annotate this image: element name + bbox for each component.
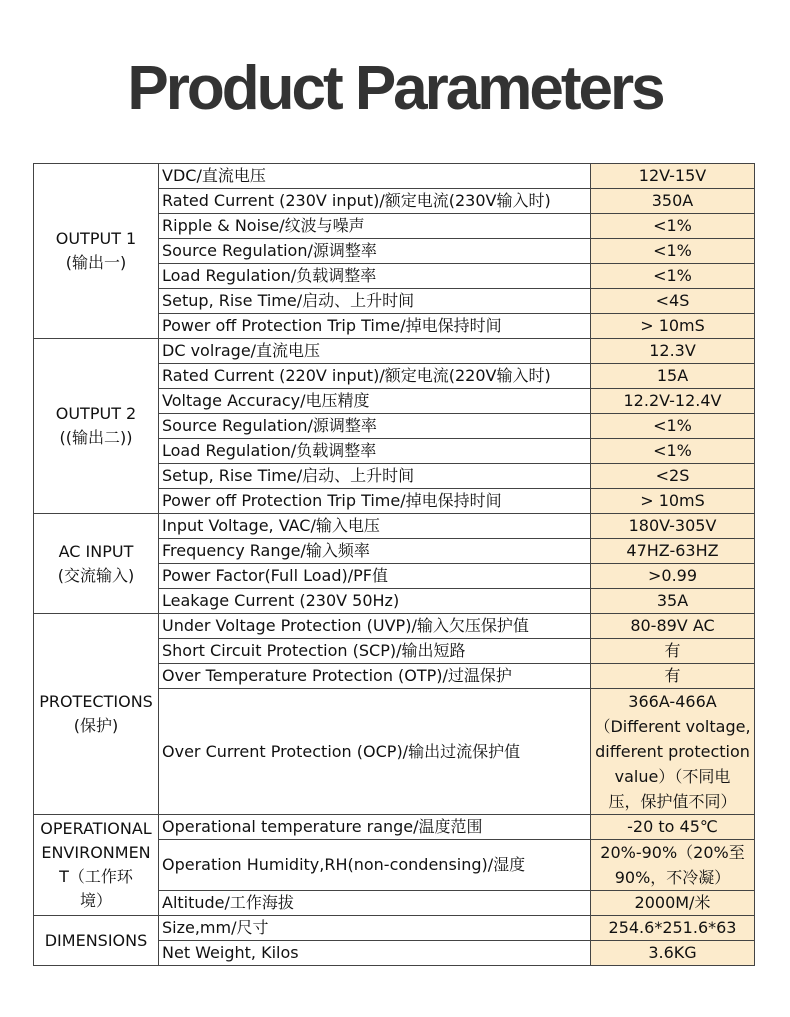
table-row: [34, 164, 755, 189]
parameter-name: DC volrage/直流电压: [159, 339, 591, 364]
parameter-value-line: 366A-466A: [628, 692, 717, 711]
parameter-value-line: （Different voltage,: [594, 717, 751, 736]
parameter-value: <1%: [591, 214, 755, 239]
parameter-name: VDC/直流电压: [159, 164, 591, 189]
parameter-name: Over Temperature Protection (OTP)/过温保护: [159, 664, 591, 689]
table-row: [34, 916, 755, 941]
parameter-value-line: 20%-90%（20%至: [600, 843, 745, 862]
parameter-name: Load Regulation/负载调整率: [159, 264, 591, 289]
parameter-value: >0.99: [591, 564, 755, 589]
parameter-value: 47HZ-63HZ: [591, 539, 755, 564]
parameter-value: <1%: [591, 414, 755, 439]
parameter-name: Rated Current (230V input)/额定电流(230V输入时): [159, 189, 591, 214]
parameter-name: Operation Humidity,RH(non-condensing)/湿度: [159, 840, 591, 891]
parameter-name: Source Regulation/源调整率: [159, 414, 591, 439]
parameter-value: 3.6KG: [591, 941, 755, 966]
group-label: [34, 339, 159, 514]
parameter-value: [591, 689, 755, 815]
parameters-table: [33, 163, 755, 966]
parameter-name: Size,mm/尺寸: [159, 916, 591, 941]
group-label-line: AC INPUT: [58, 541, 134, 561]
parameter-name: Short Circuit Protection (SCP)/输出短路: [159, 639, 591, 664]
parameter-value: > 10mS: [591, 314, 755, 339]
parameter-value: > 10mS: [591, 489, 755, 514]
group-label-line: ((输出二)): [59, 428, 133, 447]
group-label: [34, 164, 159, 339]
group-label-line: OPERATIONAL: [40, 819, 152, 838]
parameter-name: Frequency Range/输入频率: [159, 539, 591, 564]
page-title: Product Parameters: [127, 54, 663, 123]
parameter-name: Ripple & Noise/纹波与噪声: [159, 214, 591, 239]
parameter-name: Altitude/工作海拔: [159, 891, 591, 916]
group-label-line: OUTPUT 2: [55, 404, 137, 423]
parameter-name: Operational temperature range/温度范围: [159, 815, 591, 840]
parameter-value: 254.6*251.6*63: [591, 916, 755, 941]
parameter-value: 有: [591, 664, 755, 689]
group-label-line: PROTECTIONS: [39, 692, 153, 711]
table-row: [34, 815, 755, 840]
parameter-name: Input Voltage, VAC/输入电压: [159, 514, 591, 539]
parameter-value: <1%: [591, 264, 755, 289]
parameter-value: 2000M/米: [591, 891, 755, 916]
group-label-line: (保护): [73, 716, 119, 735]
group-label: [34, 514, 159, 614]
parameter-name: Power Factor(Full Load)/PF值: [159, 564, 591, 589]
group-label-line: T（工作环: [59, 867, 133, 886]
parameter-value: 12.3V: [591, 339, 755, 364]
group-label-line: DIMENSIONS: [44, 930, 148, 950]
parameter-value: 350A: [591, 189, 755, 214]
group-label-line: (交流输入): [57, 565, 135, 585]
group-label: [34, 614, 159, 815]
parameter-name: Power off Protection Trip Time/掉电保持时间: [159, 314, 591, 339]
parameter-value: -20 to 45℃: [591, 815, 755, 840]
parameter-value: <2S: [591, 464, 755, 489]
parameter-name: Load Regulation/负载调整率: [159, 439, 591, 464]
group-label-line: OUTPUT 1: [55, 229, 137, 248]
parameter-name: Rated Current (220V input)/额定电流(220V输入时): [159, 364, 591, 389]
group-label-line: ENVIRONMEN: [41, 843, 151, 862]
parameter-value: 12V-15V: [591, 164, 755, 189]
group-label-line: 境）: [79, 891, 112, 910]
parameter-value: 15A: [591, 364, 755, 389]
table-row: [34, 614, 755, 639]
group-label-line: (输出一): [65, 253, 127, 272]
parameter-value: 180V-305V: [591, 514, 755, 539]
parameter-value-line: 90%，不冷凝）: [614, 868, 731, 887]
parameter-value: <1%: [591, 439, 755, 464]
parameter-name: Source Regulation/源调整率: [159, 239, 591, 264]
parameter-name: Voltage Accuracy/电压精度: [159, 389, 591, 414]
table-row: [34, 339, 755, 364]
parameter-name: Under Voltage Protection (UVP)/输入欠压保护值: [159, 614, 591, 639]
parameter-name: Leakage Current (230V 50Hz): [159, 589, 591, 614]
parameter-value-line: value）（不同电: [614, 767, 731, 786]
table-row: [34, 514, 755, 539]
parameter-value-line: different protection: [595, 742, 750, 761]
parameter-value: <4S: [591, 289, 755, 314]
parameter-name: Power off Protection Trip Time/掉电保持时间: [159, 489, 591, 514]
parameter-name: Setup, Rise Time/启动、上升时间: [159, 289, 591, 314]
group-label: [34, 815, 159, 916]
group-label: [34, 916, 159, 966]
parameter-value: 80-89V AC: [591, 614, 755, 639]
parameter-value-line: 压，保护值不同）: [608, 792, 737, 811]
parameter-name: Setup, Rise Time/启动、上升时间: [159, 464, 591, 489]
parameter-value: 35A: [591, 589, 755, 614]
parameter-value: <1%: [591, 239, 755, 264]
parameter-value: 12.2V-12.4V: [591, 389, 755, 414]
parameter-value: 有: [591, 639, 755, 664]
parameter-name: Net Weight, Kilos: [159, 941, 591, 966]
parameter-name: Over Current Protection (OCP)/输出过流保护值: [159, 689, 591, 815]
parameter-value: [591, 840, 755, 891]
